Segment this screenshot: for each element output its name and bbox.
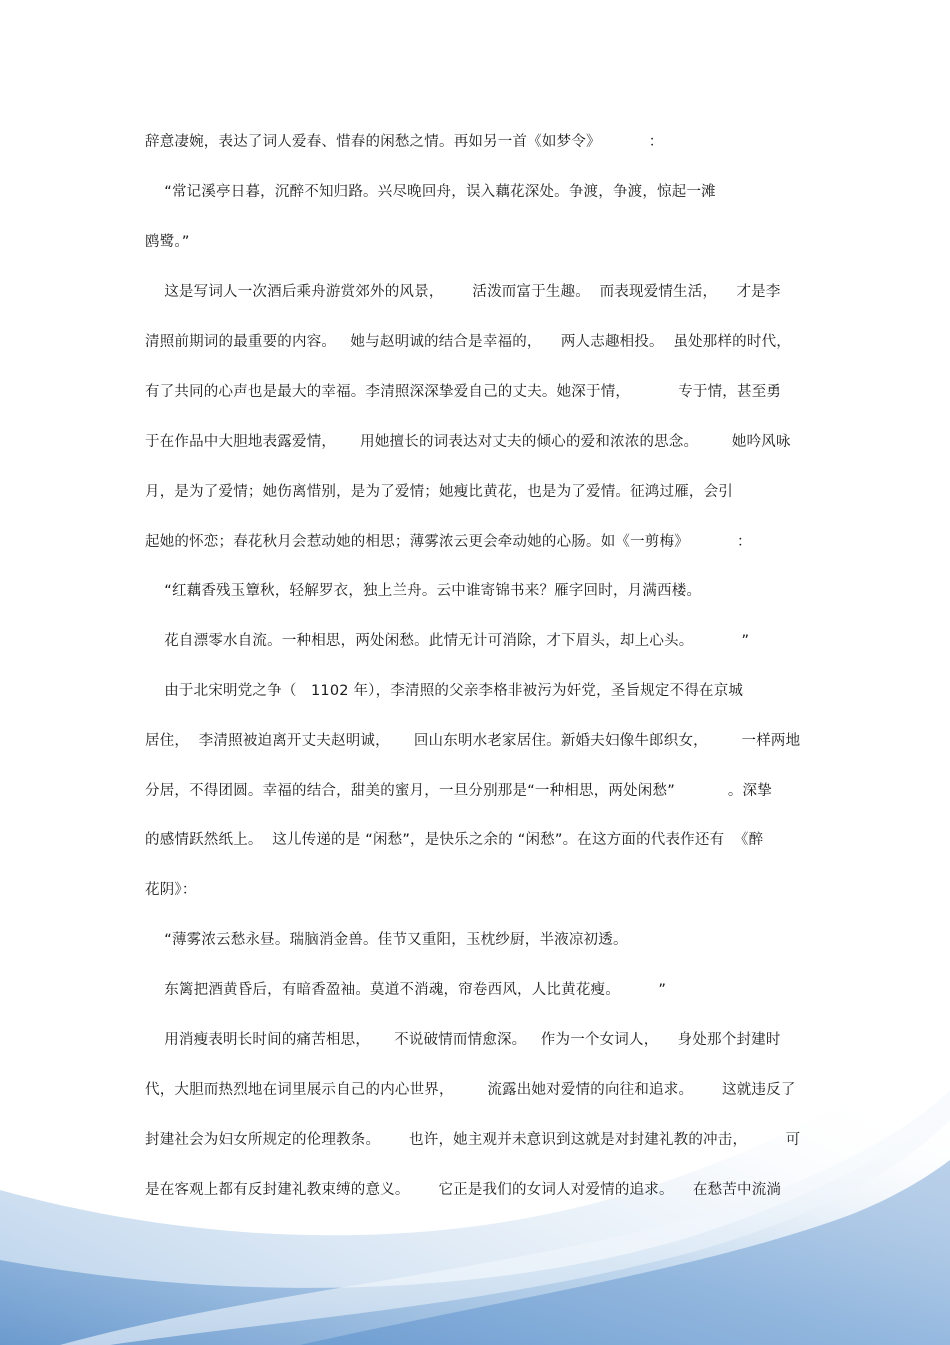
text-line-12: 由于北宋明党之争（ 1102 年），李清照的父亲李格非被污为奸党，圣旨规定不得在京城: [145, 683, 744, 699]
text-line-21: 封建社会为妇女所规定的伦理教条。 也许，她主观并未意识到这就是对封建礼教的冲击， 可: [145, 1132, 801, 1148]
text-line-7: 于在作品中大胆地表露爱情， 用她擅长的词表达对丈夫的倾心的爱和浓浓的思念。 她吟风咏: [145, 434, 791, 450]
text-line-10: “红藕香残玉簟秋，轻解罗衣，独上兰舟。云中谁寄锦书来？雁字回时，月满西楼。: [145, 583, 702, 599]
text-line-16: 花阴》：: [145, 882, 197, 898]
text-line-1: 辞意凄婉，表达了词人爱春、惜春的闲愁之情。再如另一首《如梦令》 ：: [145, 134, 664, 150]
text-line-8: 月，是为了爱情；她伤离惜别，是为了爱情；她瘦比黄花，也是为了爱情。征鸿过雁，会引: [145, 484, 733, 500]
text-line-14: 分居，不得团圆。幸福的结合，甜美的蜜月，一旦分别那是“一种相思，两处闲愁” 。深挚: [145, 783, 772, 799]
text-line-5: 清照前期词的最重要的内容。 她与赵明诚的结合是幸福的， 两人志趣相投。 虽处那样的时代，: [145, 334, 791, 350]
text-line-15: 的感情跃然纸上。 这儿传递的是 “闲愁”，是快乐之余的 “闲愁”。在这方面的代表作还有 《醉: [145, 832, 764, 848]
text-line-20: 代，大胆而热烈地在词里展示自己的内心世界， 流露出她对爱情的向往和追求。 这就违反了: [145, 1082, 796, 1098]
text-line-11: 花自漂零水自流。一种相思，两处闲愁。此情无计可消除，才下眉头，却上心头。 ”: [145, 633, 750, 649]
text-line-18: 东篱把酒黄昏后，有暗香盈袖。莫道不消魂，帘卷西风，人比黄花瘦。 ”: [145, 982, 667, 998]
text-line-2: “常记溪亭日暮，沉醉不知归路。兴尽晚回舟，误入藕花深处。争渡，争渡，惊起一滩: [145, 184, 716, 200]
text-line-19: 用消瘦表明长时间的痛苦相思， 不说破情而情愈深。 作为一个女词人， 身处那个封建时: [145, 1032, 781, 1048]
text-line-22: 是在客观上都有反封建礼教束缚的意义。 它正是我们的女词人对爱情的追求。 在愁苦中流淌: [145, 1182, 782, 1198]
text-line-4: 这是写词人一次酒后乘舟游赏郊外的风景， 活泼而富于生趣。 而表现爱情生活， 才是李: [145, 284, 781, 300]
text-line-6: 有了共同的心声也是最大的幸福。李清照深深挚爱自己的丈夫。她深于情， 专于情，甚至勇: [145, 384, 782, 400]
text-line-13: 居住， 李清照被迫离开丈夫赵明诚， 回山东明水老家居住。新婚夫妇像牛郎织女， 一样两地: [145, 733, 801, 749]
text-line-9: 起她的怀恋；春花秋月会惹动她的相思；薄雾浓云更会牵动她的心肠。如《一剪梅》 ：: [145, 534, 752, 550]
text-line-3: 鸥鹭。”: [145, 234, 190, 250]
text-line-17: “薄雾浓云愁永昼。瑞脑消金兽。佳节又重阳，玉枕纱厨，半液凉初透。: [145, 932, 628, 948]
